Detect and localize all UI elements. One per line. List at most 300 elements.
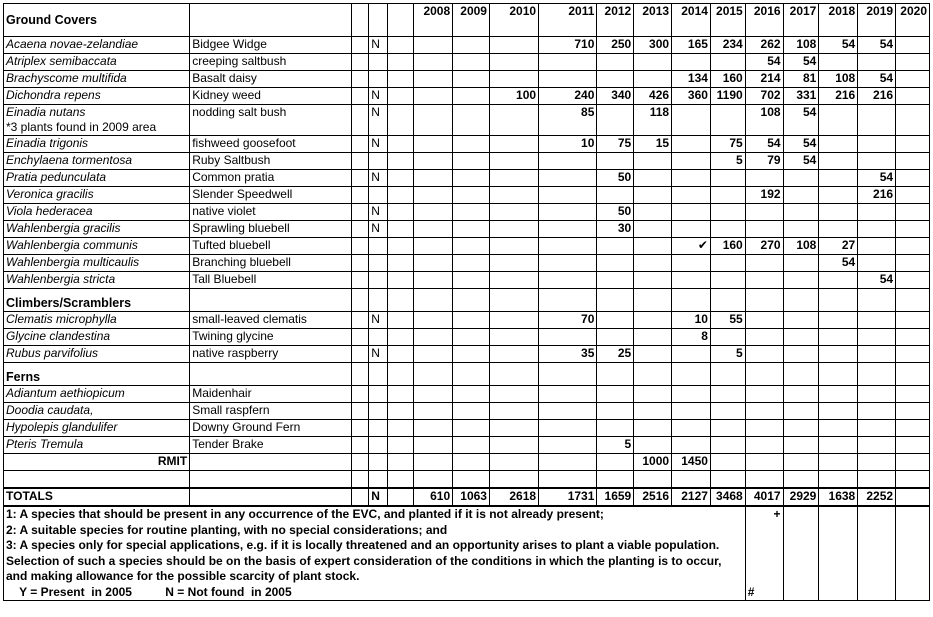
total-count: 1731 xyxy=(539,488,597,506)
empty-cell xyxy=(858,363,896,386)
count-cell xyxy=(858,437,896,454)
count-cell xyxy=(453,170,490,187)
empty-cell xyxy=(634,289,672,312)
count-cell xyxy=(634,255,672,272)
count-cell xyxy=(896,136,930,153)
species-name xyxy=(4,136,190,153)
count-cell xyxy=(414,88,453,105)
empty-cell xyxy=(351,346,368,363)
scientific-name: Einadia trigonis xyxy=(6,136,89,150)
count-cell xyxy=(539,386,597,403)
count-cell xyxy=(858,329,896,346)
count-cell: 100 xyxy=(489,88,538,105)
species-name xyxy=(4,187,190,204)
count-cell xyxy=(783,272,819,289)
count-cell xyxy=(597,420,634,437)
scientific-name: Enchylaena tormentosa xyxy=(6,153,133,167)
empty-cell xyxy=(819,506,858,601)
count-cell xyxy=(634,71,672,88)
count-cell xyxy=(672,105,711,136)
empty-cell xyxy=(414,289,453,312)
species-row xyxy=(4,54,930,71)
count-cell: 75 xyxy=(710,136,745,153)
count-cell xyxy=(710,420,745,437)
species-row xyxy=(4,238,930,255)
count-cell xyxy=(489,437,538,454)
count-cell xyxy=(672,346,711,363)
species-name xyxy=(4,272,190,289)
count-cell xyxy=(672,386,711,403)
count-cell: 270 xyxy=(745,238,783,255)
count-cell xyxy=(453,88,490,105)
empty-cell xyxy=(489,363,538,386)
species-name xyxy=(4,54,190,71)
count-cell xyxy=(414,329,453,346)
count-cell xyxy=(896,105,930,136)
count-cell xyxy=(539,71,597,88)
species-row xyxy=(4,272,930,289)
empty-cell xyxy=(351,54,368,71)
empty-cell xyxy=(387,37,414,54)
species-row xyxy=(4,386,930,403)
species-name xyxy=(4,312,190,329)
count-cell: 50 xyxy=(597,170,634,187)
count-cell xyxy=(783,255,819,272)
empty-cell xyxy=(351,437,368,454)
empty-cell xyxy=(351,88,368,105)
count-cell: 75 xyxy=(597,136,634,153)
presence-flag xyxy=(369,403,387,420)
count-cell xyxy=(597,386,634,403)
count-cell xyxy=(745,312,783,329)
rmit-count xyxy=(858,454,896,471)
presence-flag xyxy=(369,255,387,272)
empty-cell xyxy=(858,471,896,489)
species-note: *3 plants found in 2009 area xyxy=(6,120,157,134)
empty-cell xyxy=(387,4,414,37)
count-cell: 54 xyxy=(745,54,783,71)
empty-cell xyxy=(351,136,368,153)
count-cell xyxy=(819,187,858,204)
empty-cell xyxy=(387,403,414,420)
empty-cell xyxy=(351,363,368,386)
scientific-name: Doodia caudata, xyxy=(6,403,94,417)
scientific-name: Acaena novae-zelandiae xyxy=(6,37,139,51)
species-row xyxy=(4,255,930,272)
count-cell xyxy=(896,255,930,272)
count-cell xyxy=(710,187,745,204)
empty-cell xyxy=(351,255,368,272)
year-header: 2008 xyxy=(414,4,453,37)
count-cell xyxy=(896,329,930,346)
species-row xyxy=(4,153,930,170)
count-cell xyxy=(453,272,490,289)
count-cell xyxy=(489,170,538,187)
species-name xyxy=(4,403,190,420)
count-cell xyxy=(634,420,672,437)
legend-note-2: 2: A suitable species for routine planting, with no special considerations; and xyxy=(6,522,448,537)
rmit-count: 1450 xyxy=(672,454,711,471)
empty-cell xyxy=(351,488,368,506)
count-cell xyxy=(710,403,745,420)
count-cell xyxy=(634,238,672,255)
count-cell xyxy=(414,153,453,170)
count-cell xyxy=(634,329,672,346)
empty-cell xyxy=(387,420,414,437)
plus-marker: + xyxy=(773,507,781,521)
empty-cell xyxy=(634,471,672,489)
count-cell xyxy=(453,105,490,136)
empty-cell xyxy=(351,153,368,170)
count-cell xyxy=(634,153,672,170)
rmit-row xyxy=(4,454,930,471)
species-row xyxy=(4,71,930,88)
count-cell xyxy=(414,255,453,272)
empty-cell xyxy=(710,471,745,489)
presence-flag xyxy=(369,386,387,403)
count-cell xyxy=(858,420,896,437)
count-cell xyxy=(745,329,783,346)
section-heading-ground-covers: Ground Covers xyxy=(4,4,190,37)
totals-label: TOTALS xyxy=(4,488,190,506)
species-row xyxy=(4,37,930,54)
presence-flag: N xyxy=(369,204,387,221)
count-cell xyxy=(597,71,634,88)
count-cell xyxy=(819,54,858,71)
count-cell: 5 xyxy=(597,437,634,454)
count-cell xyxy=(453,386,490,403)
count-cell xyxy=(489,54,538,71)
count-cell xyxy=(745,255,783,272)
common-name: Tufted bluebell xyxy=(190,238,352,255)
count-cell xyxy=(489,136,538,153)
year-header: 2020 xyxy=(896,4,930,37)
count-cell xyxy=(819,272,858,289)
count-cell xyxy=(597,329,634,346)
year-header: 2016 xyxy=(745,4,783,37)
species-name xyxy=(4,386,190,403)
common-name: Basalt daisy xyxy=(190,71,352,88)
count-cell xyxy=(710,221,745,238)
count-cell xyxy=(858,403,896,420)
count-cell xyxy=(634,221,672,238)
count-cell xyxy=(896,238,930,255)
empty-cell xyxy=(351,221,368,238)
count-cell xyxy=(858,105,896,136)
rmit-count xyxy=(539,454,597,471)
empty-cell xyxy=(896,289,930,312)
count-cell: 216 xyxy=(819,88,858,105)
common-name: Slender Speedwell xyxy=(190,187,352,204)
empty-cell xyxy=(539,289,597,312)
count-cell xyxy=(414,272,453,289)
rmit-count xyxy=(819,454,858,471)
count-cell xyxy=(745,170,783,187)
empty-cell xyxy=(783,289,819,312)
rmit-label: RMIT xyxy=(4,454,190,471)
count-cell xyxy=(414,105,453,136)
count-cell xyxy=(819,204,858,221)
count-cell: 216 xyxy=(858,187,896,204)
count-cell xyxy=(710,386,745,403)
count-cell xyxy=(539,153,597,170)
empty-cell xyxy=(190,363,352,386)
scientific-name: Pratia pedunculata xyxy=(6,170,107,184)
empty-cell xyxy=(387,204,414,221)
presence-flag xyxy=(369,329,387,346)
empty-cell xyxy=(745,471,783,489)
count-cell xyxy=(597,238,634,255)
empty-cell xyxy=(387,255,414,272)
count-cell xyxy=(745,272,783,289)
count-cell xyxy=(896,153,930,170)
count-cell: 710 xyxy=(539,37,597,54)
count-cell: 134 xyxy=(672,71,711,88)
count-cell xyxy=(414,37,453,54)
empty-cell xyxy=(369,363,387,386)
count-cell xyxy=(819,403,858,420)
empty-cell xyxy=(351,272,368,289)
plant-count-table xyxy=(3,3,930,601)
common-name: Sprawling bluebell xyxy=(190,221,352,238)
count-cell xyxy=(597,255,634,272)
empty-cell xyxy=(387,238,414,255)
common-name: nodding salt bush xyxy=(190,105,352,136)
empty-cell xyxy=(387,221,414,238)
empty-cell xyxy=(4,471,190,489)
count-cell xyxy=(489,386,538,403)
presence-flag: N xyxy=(369,105,387,136)
legend-note-1: 1: A species that should be present in any occurrence of the EVC, and planted if it is not already present; xyxy=(6,507,604,521)
count-cell xyxy=(414,238,453,255)
count-cell xyxy=(710,437,745,454)
empty-cell xyxy=(387,88,414,105)
empty-cell xyxy=(414,363,453,386)
total-count xyxy=(896,488,930,506)
count-cell xyxy=(539,221,597,238)
empty-cell xyxy=(369,454,387,471)
hash-marker: # xyxy=(747,585,755,599)
empty-cell xyxy=(453,289,490,312)
count-cell: 15 xyxy=(634,136,672,153)
count-cell xyxy=(819,420,858,437)
empty-cell xyxy=(387,105,414,136)
count-cell xyxy=(453,255,490,272)
count-cell: 262 xyxy=(745,37,783,54)
rmit-count: 1000 xyxy=(634,454,672,471)
count-cell xyxy=(414,54,453,71)
count-cell: 79 xyxy=(745,153,783,170)
empty-cell xyxy=(819,471,858,489)
total-count: 4017 xyxy=(745,488,783,506)
count-cell xyxy=(783,386,819,403)
empty-cell xyxy=(896,506,930,601)
count-cell: 54 xyxy=(858,170,896,187)
empty-cell xyxy=(387,471,414,489)
count-cell xyxy=(634,312,672,329)
count-cell xyxy=(896,204,930,221)
count-cell xyxy=(745,420,783,437)
count-cell xyxy=(896,37,930,54)
empty-cell xyxy=(819,363,858,386)
common-name: Maidenhair xyxy=(190,386,352,403)
empty-cell xyxy=(351,187,368,204)
count-cell: 55 xyxy=(710,312,745,329)
count-cell xyxy=(858,255,896,272)
count-cell xyxy=(745,346,783,363)
count-cell: 70 xyxy=(539,312,597,329)
count-cell xyxy=(597,187,634,204)
count-cell xyxy=(539,238,597,255)
presence-flag: N xyxy=(369,221,387,238)
species-row xyxy=(4,312,930,329)
count-cell xyxy=(710,170,745,187)
count-cell: 35 xyxy=(539,346,597,363)
empty-cell xyxy=(387,312,414,329)
count-cell xyxy=(710,272,745,289)
empty-cell xyxy=(369,289,387,312)
count-cell xyxy=(783,221,819,238)
count-cell xyxy=(634,272,672,289)
total-count: 2516 xyxy=(634,488,672,506)
empty-cell xyxy=(896,363,930,386)
empty-cell xyxy=(453,363,490,386)
scientific-name: Veronica gracilis xyxy=(6,187,94,201)
common-name: Downy Ground Fern xyxy=(190,420,352,437)
count-cell: 360 xyxy=(672,88,711,105)
count-cell: 192 xyxy=(745,187,783,204)
count-cell xyxy=(672,204,711,221)
year-header: 2017 xyxy=(783,4,819,37)
presence-flag: N xyxy=(369,88,387,105)
species-name xyxy=(4,204,190,221)
scientific-name: Adiantum aethiopicum xyxy=(6,386,125,400)
common-name: fishweed goosefoot xyxy=(190,136,352,153)
empty-cell xyxy=(190,471,352,489)
common-name: Tall Bluebell xyxy=(190,272,352,289)
count-cell xyxy=(489,37,538,54)
count-cell xyxy=(896,187,930,204)
spacer-row xyxy=(4,471,930,489)
count-cell: 8 xyxy=(672,329,711,346)
count-cell xyxy=(489,221,538,238)
total-count: 2127 xyxy=(672,488,711,506)
year-header: 2015 xyxy=(710,4,745,37)
empty-cell xyxy=(783,506,819,601)
count-cell xyxy=(745,221,783,238)
count-cell xyxy=(896,170,930,187)
empty-cell xyxy=(858,289,896,312)
count-cell: 1190 xyxy=(710,88,745,105)
count-cell xyxy=(489,105,538,136)
count-cell xyxy=(672,153,711,170)
count-cell xyxy=(453,54,490,71)
scientific-name: Hypolepis glandulifer xyxy=(6,420,118,434)
species-name xyxy=(4,37,190,54)
species-name xyxy=(4,170,190,187)
year-header: 2013 xyxy=(634,4,672,37)
count-cell xyxy=(672,437,711,454)
species-name xyxy=(4,346,190,363)
count-cell xyxy=(672,221,711,238)
count-cell: 108 xyxy=(745,105,783,136)
empty-cell xyxy=(387,289,414,312)
presence-flag xyxy=(369,54,387,71)
species-name xyxy=(4,255,190,272)
year-header: 2010 xyxy=(489,4,538,37)
count-cell xyxy=(819,221,858,238)
count-cell xyxy=(819,386,858,403)
total-count: 1063 xyxy=(453,488,490,506)
count-cell xyxy=(539,187,597,204)
species-name xyxy=(4,437,190,454)
presence-flag xyxy=(369,238,387,255)
species-row xyxy=(4,136,930,153)
count-cell xyxy=(489,312,538,329)
common-name: Kidney weed xyxy=(190,88,352,105)
count-cell xyxy=(783,312,819,329)
rmit-count xyxy=(783,454,819,471)
count-cell: 54 xyxy=(858,272,896,289)
count-cell xyxy=(414,437,453,454)
count-cell: 160 xyxy=(710,238,745,255)
count-cell xyxy=(896,71,930,88)
empty-cell xyxy=(783,363,819,386)
species-name xyxy=(4,221,190,238)
presence-flag: N xyxy=(369,312,387,329)
empty-cell xyxy=(351,329,368,346)
count-cell xyxy=(539,54,597,71)
empty-cell xyxy=(387,136,414,153)
count-cell xyxy=(539,204,597,221)
species-row xyxy=(4,204,930,221)
empty-cell xyxy=(896,471,930,489)
count-cell xyxy=(453,136,490,153)
count-cell xyxy=(414,204,453,221)
scientific-name: Wahlenbergia communis xyxy=(6,238,138,252)
empty-cell xyxy=(387,386,414,403)
count-cell xyxy=(539,170,597,187)
empty-cell xyxy=(190,289,352,312)
count-cell: 331 xyxy=(783,88,819,105)
count-cell xyxy=(783,346,819,363)
empty-cell xyxy=(387,346,414,363)
count-cell xyxy=(597,403,634,420)
count-cell: 5 xyxy=(710,153,745,170)
presence-flag xyxy=(369,71,387,88)
empty-cell xyxy=(414,471,453,489)
year-header: 2019 xyxy=(858,4,896,37)
count-cell xyxy=(634,204,672,221)
empty-cell xyxy=(745,363,783,386)
count-cell: 54 xyxy=(858,71,896,88)
count-cell xyxy=(672,54,711,71)
count-cell xyxy=(896,272,930,289)
count-cell xyxy=(453,420,490,437)
count-cell: 216 xyxy=(858,88,896,105)
empty-cell xyxy=(351,471,368,489)
count-cell: 30 xyxy=(597,221,634,238)
count-cell xyxy=(672,272,711,289)
count-cell xyxy=(634,54,672,71)
count-cell xyxy=(489,204,538,221)
count-cell xyxy=(539,329,597,346)
scientific-name: Wahlenbergia stricta xyxy=(6,272,116,286)
count-cell: 25 xyxy=(597,346,634,363)
empty-cell xyxy=(819,289,858,312)
count-cell xyxy=(489,403,538,420)
count-cell xyxy=(783,437,819,454)
